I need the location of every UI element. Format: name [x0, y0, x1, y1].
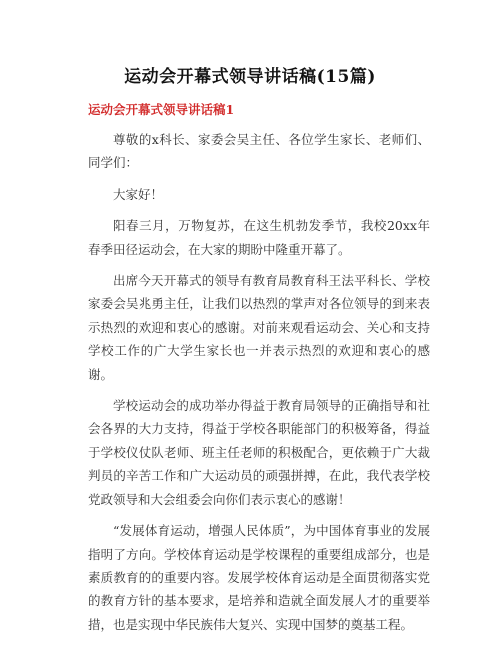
salutation-paragraph: 尊敬的x科长、家委会吴主任、各位学生家长、老师们、同学们： — [88, 132, 430, 171]
section-title: 运动会开幕式领导讲话稿1 — [88, 102, 235, 117]
body-paragraph: 阳春三月，万物复苏，在这生机勃发季节，我校20xx年春季田径运动会，在大家的期盼中隆重开幕了。 — [88, 218, 430, 257]
body-paragraph: “发展体育运动，增强人民体质”，为中国体育事业的发展指明了方向。学校体育运动是学校课程的重要组成部分，也是素质教育的的重要内容。发展学校体育运动是全面贯彻落实党的教育方针的基本要求，是培养和造就全面发展人才的重要举措，也是实现中华民族伟大复兴、实现中国梦的奠基工程。 — [88, 523, 430, 632]
greeting-paragraph: 大家好！ — [113, 186, 164, 202]
document-title: 运动会开幕式领导讲话稿(15篇) — [124, 67, 376, 87]
body-paragraph: 出席今天开幕式的领导有教育局教育科王法平科长、学校家委会吴兆勇主任，让我们以热烈的掌声对各位领导的到来表示热烈的欢迎和衷心的感谢。对前来观看运动会、关心和支持学校工作的广大学生家长也一并表示热烈的欢迎和衷心的感谢。 — [88, 273, 430, 382]
document-body — [88, 128, 430, 644]
body-paragraph: 学校运动会的成功举办得益于教育局领导的正确指导和社会各界的大力支持，得益于学校各职能部门的积极筹备，得益于学校仪仗队老师、班主任老师的积极配合，更依赖于广大裁判员的辛苦工作和广大运动员的顽强拼搏，在此，我代表学校党政领导和大会组委会向你们表示衷心的感谢！ — [88, 398, 430, 507]
